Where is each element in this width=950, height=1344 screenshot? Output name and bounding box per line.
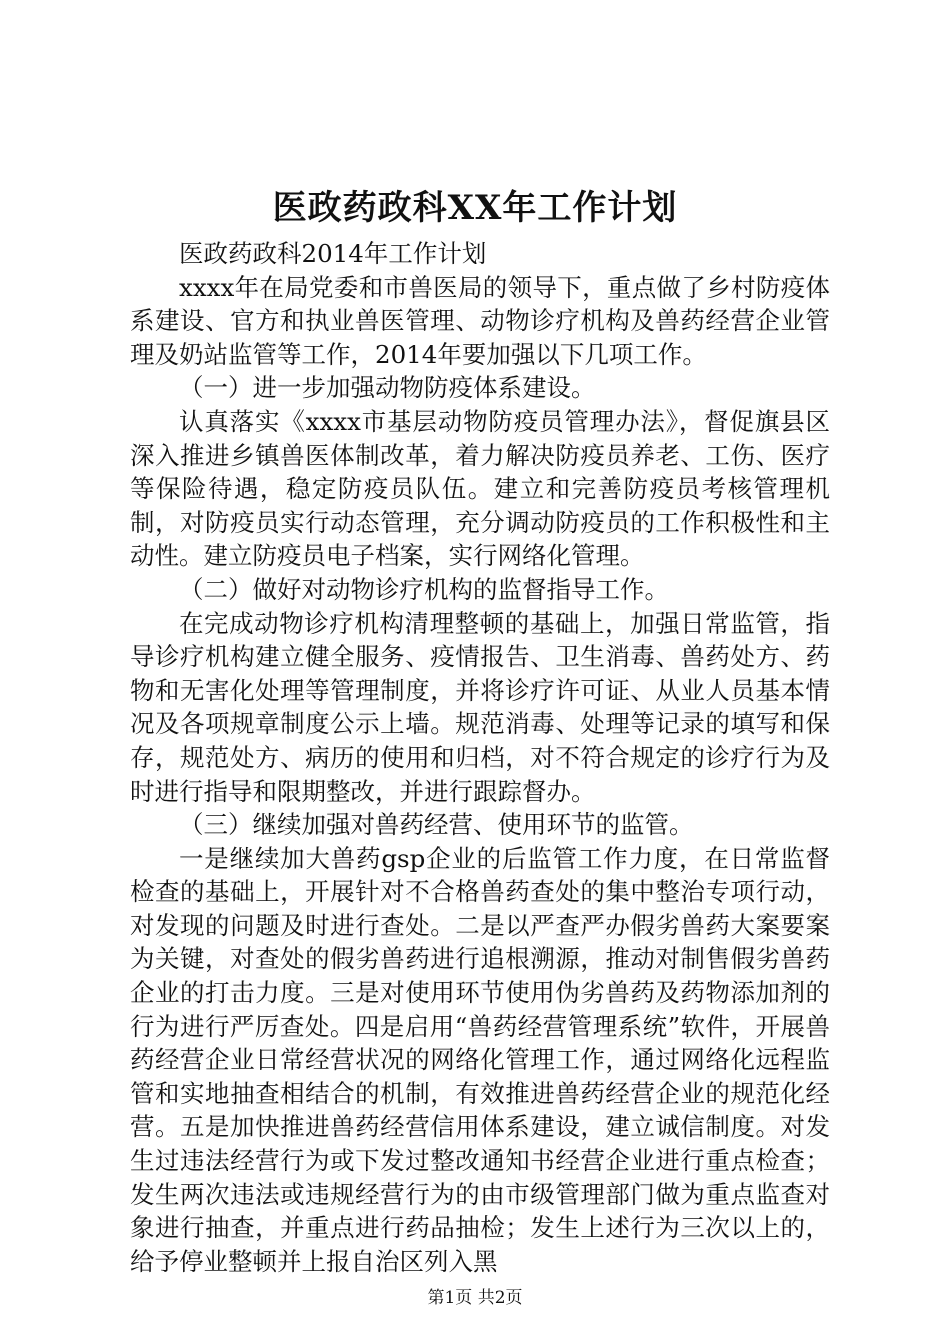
section-heading-3: （三）继续加强对兽药经营、使用环节的监管。: [179, 810, 694, 840]
subtitle-paragraph: 医政药政科2014年工作计划: [179, 239, 487, 268]
section-body-2: 在完成动物诊疗机构清理整顿的基础上，加强日常监管，指导诊疗机构建立健全服务、疫情报告、卫生消毒、兽药处方、药物和无害化处理等管理制度，并将诊疗许可证、从业人员基本情况及各项规章制度公示上墙。规范消毒、处理等记录的填写和保存，规范处方、病历的使用和归档，对不符合规定的诊疗行为及时进行指导和限期整改，并进行跟踪督办。: [130, 608, 830, 806]
intro-paragraph: xxxx年在局党委和市兽医局的领导下，重点做了乡村防疫体系建设、官方和执业兽医管理、动物诊疗机构及兽药经营企业管理及奶站监管等工作，2014年要加强以下几项工作。: [130, 272, 830, 369]
document-body: [130, 237, 830, 1278]
section-body-1: 认真落实《xxxx市基层动物防疫员管理办法》，督促旗县区深入推进乡镇兽医体制改革，着力解决防疫员养老、工伤、医疗等保险待遇，稳定防疫员队伍。建立和完善防疫员考核管理机制，对防疫员实行动态管理，充分调动防疫员的工作积极性和主动性。建立防疫员电子档案，实行网络化管理。: [130, 406, 830, 571]
document-title: 医政药政科XX年工作计划: [272, 188, 678, 228]
section-heading-2: （二）做好对动物诊疗机构的监督指导工作。: [179, 574, 669, 604]
section-heading-1: （一）进一步加强动物防疫体系建设。: [179, 373, 596, 403]
section-body-3: 一是继续加大兽药gsp企业的后监管工作力度，在日常监督检查的基础上，开展针对不合格兽药查处的集中整治专项行动，对发现的问题及时进行查处。二是以严查严办假劣兽药大案要案为关键，对查处的假劣兽药进行追根溯源，推动对制售假劣兽药企业的打击力度。三是对使用环节使用伪劣兽药及药物添加剂的行为进行严厉查处。四是启用“兽药经营管理系统”软件，开展兽药经营企业日常经营状况的网络化管理工作，通过网络化远程监管和实地抽查相结合的机制，有效推进兽药经营企业的规范化经营。五是加快推进兽药经营信用体系建设，建立诚信制度。对发生过违法经营行为或下发过整改通知书经营企业进行重点检查；发生两次违法或违规经营行为的由市级管理部门做为重点监查对象进行抽查，并重点进行药品抽检；发生上述行为三次以上的，给予停业整顿并上报自治区列入黑: [130, 843, 830, 1276]
page-number-footer: 第1页 共2页: [427, 1288, 523, 1308]
